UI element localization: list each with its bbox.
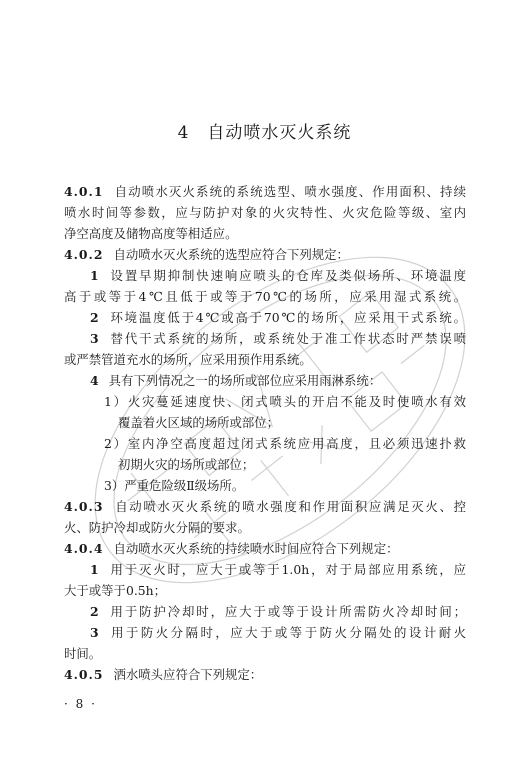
- line-text: 自动喷水灭火系统的选型应符合下列规定：: [113, 247, 349, 262]
- line-text: 自动喷水灭火系统的喷水强度和作用面积应满足灭火、控: [113, 499, 466, 514]
- item-number: 2: [90, 310, 99, 325]
- line-text: 环境温度低于4℃或高于70℃的场所，应采用干式系统。: [108, 310, 466, 325]
- text-line: [64, 581, 466, 601]
- item-line: [90, 308, 466, 328]
- item-line: [90, 329, 466, 349]
- text-line: [104, 476, 466, 496]
- clause-number: 4.0.2: [64, 247, 104, 262]
- text-line: [64, 350, 466, 370]
- line-text: 洒水喷头应符合下列规定：: [113, 667, 263, 682]
- line-text: 覆盖着火区域的场所或部位；: [118, 415, 280, 430]
- line-text: 替代干式系统的场所，或系统处于准工作状态时严禁误喷: [108, 331, 466, 346]
- item-line: [90, 560, 466, 580]
- text-line: [64, 644, 466, 664]
- item-line: [90, 266, 466, 286]
- line-text: 时间。: [64, 646, 102, 661]
- line-text: 高于或等于4℃且低于或等于70℃的场所，应采用湿式系统。: [64, 289, 466, 304]
- line-text: 设置早期抑制快速响应喷头的仓库及类似场所、环境温度: [108, 268, 466, 283]
- text-line: [104, 392, 466, 412]
- line-text: 用于灭火时，应大于或等于1.0h，对于局部应用系统，应: [108, 562, 466, 577]
- line-text: 用于防火分隔时，应大于或等于防火分隔处的设计耐火: [108, 625, 466, 640]
- line-text: 具有下列情况之一的场所或部位应采用雨淋系统：: [108, 373, 382, 388]
- text-line: [64, 224, 466, 244]
- clause-number: 4.0.1: [64, 184, 104, 199]
- text-line: [64, 203, 466, 223]
- line-text: 喷水时间等参数，应与防护对象的火灾特性、火灾危险等级、室内: [64, 205, 466, 220]
- clause-line: [64, 182, 466, 202]
- line-text: 3）严重危险级Ⅱ级场所。: [104, 478, 245, 493]
- text-line: [118, 455, 466, 475]
- line-text: 火、防护冷却或防火分隔的要求。: [64, 520, 250, 535]
- line-text: 自动喷水灭火系统的持续喷水时间应符合下列规定：: [113, 541, 399, 556]
- item-line: [90, 602, 466, 622]
- page-number: · 8 ·: [64, 697, 97, 711]
- clause-number: 4.0.5: [64, 667, 104, 682]
- item-number: 1: [90, 562, 99, 577]
- line-text: 1）火灾蔓延速度快、闭式喷头的开启不能及时使喷水有效: [104, 394, 466, 409]
- line-text: 自动喷水灭火系统的系统选型、喷水强度、作用面积、持续: [113, 184, 466, 199]
- clause-number: 4.0.4: [64, 541, 104, 556]
- text-line: [118, 413, 466, 433]
- line-text: 初期火灾的场所或部位；: [118, 457, 255, 472]
- item-number: 3: [90, 625, 99, 640]
- item-number: 3: [90, 331, 99, 346]
- clause-line: [64, 539, 466, 559]
- text-line: [64, 287, 466, 307]
- clause-line: [64, 245, 466, 265]
- item-line: [90, 371, 466, 391]
- chapter-title: [0, 118, 529, 143]
- line-text: 或严禁管道充水的场所，应采用预作用系统。: [64, 352, 312, 367]
- line-text: 2）室内净空高度超过闭式系统应用高度，且必须迅速扑救: [104, 436, 466, 451]
- line-text: 净空高度及储物高度等相适应。: [64, 226, 238, 241]
- clause-line: [64, 497, 466, 517]
- line-text: 用于防护冷却时，应大于或等于设计所需防火冷却时间；: [108, 604, 466, 619]
- text-line: [104, 434, 466, 454]
- clause-line: [64, 665, 466, 685]
- item-number: 4: [90, 373, 99, 388]
- chapter-title-text: 自动喷水灭火系统: [207, 123, 352, 143]
- line-text: 大于或等于0.5h；: [64, 583, 167, 598]
- text-line: [64, 518, 466, 538]
- item-line: [90, 623, 466, 643]
- item-number: 1: [90, 268, 99, 283]
- item-number: 2: [90, 604, 99, 619]
- clause-number: 4.0.3: [64, 499, 104, 514]
- chapter-number: 4: [177, 123, 190, 143]
